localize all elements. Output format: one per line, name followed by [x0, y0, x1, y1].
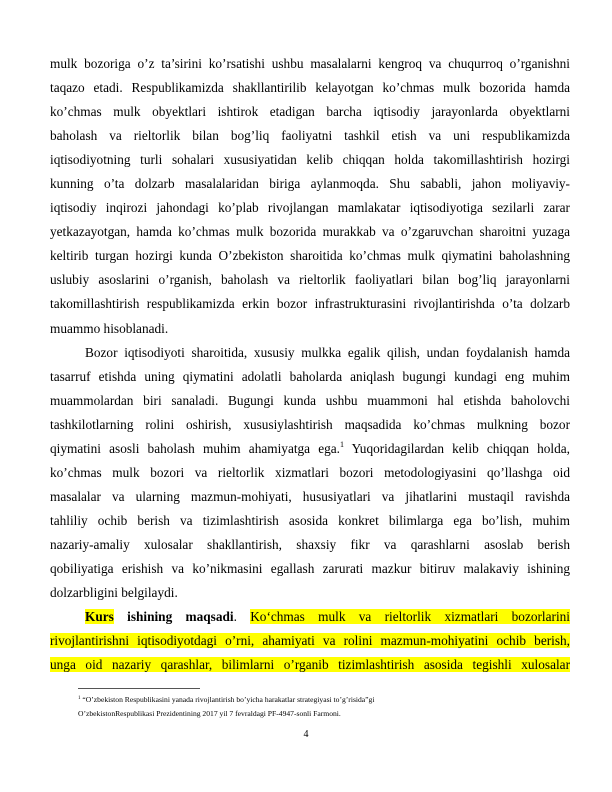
text-line: iqtisodiy inqirozi jahondagi ko’plab rivojlangan mamlakatar iqtisodiyotiga sezilarli zarar — [50, 200, 570, 216]
text-line: mulk bozoriga o’z ta’sirini ko’rsatishi ushbu masalalarni kengroq va chuqurroq o’rganishni — [50, 56, 570, 71]
text-segment: Yuqoridagilardan kelib chiqqan holda, — [344, 440, 570, 456]
text-segment: qiymatini asosli baholash muhim ahamiyatga ega. — [50, 440, 341, 456]
paragraph-1 — [50, 52, 570, 341]
text-line: keltirib turgan hozirgi kunda O’zbekiston sharoitida ko’chmas mulk qiymatini baholashning — [50, 248, 570, 264]
footnote-line — [78, 693, 558, 707]
text-line: iqtisodiyotning turli sohalari xususiyatidan kelib chiqqan holda takomillashtirish hozirgi — [50, 152, 570, 168]
highlighted-text: Ko‘chmas mulk va rieltorlik xizmatlari bozorlarini — [250, 609, 570, 625]
footnote-reference[interactable]: 1 — [340, 439, 345, 449]
text-line — [50, 653, 570, 677]
text-line: nazariy-amaliy xulosalar shakllantirish, shaxsiy fikr va qarashlarni asoslab berish — [50, 536, 570, 552]
text-segment: . — [233, 609, 251, 625]
heading-text: ishining maqsadi — [113, 609, 234, 625]
text-line: masalalar va ularning mazmun-mohiyati, hususiyatlari va jihatlarini mustaqil ravishda — [50, 488, 570, 504]
paragraph-3 — [50, 605, 570, 677]
text-line: ko’chmas mulk bozori va rieltorlik xizmatlari bozori metodologiyasini qo’llashga oid — [50, 464, 570, 480]
text-line: kunning o’ta dolzarb masalalaridan biriga aylanmoqda. Shu sababli, jahon moliyaviy- — [50, 176, 570, 192]
page-number: 4 — [303, 729, 309, 740]
text-line: baholash va rieltorlik bilan bog’liq faoliyatni tashkil etish va uni respublikamizda — [50, 128, 570, 144]
text-line — [50, 629, 570, 653]
text-line: yetkazayotgan, hamda ko’chmas mulk bozorida murakkab va o’zgaruvchan sharoitni yuzaga — [50, 224, 570, 240]
text-line: uslubiy asoslarini o’rganish, baholash va rieltorlik faoliyatlari bilan bog’liq jarayonlarni — [50, 272, 570, 288]
text-line: dolzarbligini belgilaydi. — [50, 585, 178, 601]
highlighted-text: unga oid nazariy qarashlar, bilimlarni o’rganib tizimlashtirish asosida tegishli xulosalar — [50, 657, 570, 673]
text-line: tashkilotlarning rolini oshirish, xususiylashtirish maqsadida ko’chmas mulkning bozor — [50, 416, 570, 432]
footnote-number: 1 — [78, 696, 81, 701]
text-line — [50, 605, 570, 629]
highlighted-heading: Kurs — [85, 609, 114, 625]
text-line: muammolardan biri sanaladi. Bugungi kunda ushbu muammoni hal etishda baholovchi — [50, 392, 570, 408]
highlighted-text: rivojlantirishni iqtisodiyotdagi o’rni, ahamiyati va rolini mazmun-mohiyatini ochib berish, — [50, 633, 570, 649]
footnote-separator — [78, 688, 200, 689]
footnote — [78, 693, 558, 720]
footnote-text: “O’zbekiston Respublikasini yanada rivojlantirish bo’yicha harakatlar strategiyasi to’g’risida”gi — [80, 695, 375, 704]
text-line — [50, 437, 570, 461]
text-line: muammo hisoblanadi. — [50, 320, 169, 336]
text-line: qobiliyatiga erishish va ko’nikmasini egallash zarurati mazkur bitiruv malakaviy ishining — [50, 560, 570, 576]
document-body — [50, 52, 570, 677]
paragraph-2 — [50, 341, 570, 606]
text-line: tahliliy ochib berish va tizimlashtirish asosida konkret bilimlarga ega bo’lish, muhim — [50, 512, 570, 528]
text-line: taqazo etadi. Respublikamizda shakllantirilib kelayotgan ko’chmas mulk bozorida hamda — [50, 80, 570, 96]
text-line: takomillashtirish respublikamizda erkin bozor infrastrukturasini rivojlantirishda o’ta dolzarb — [50, 296, 570, 312]
text-line: Bozor iqtisodiyoti sharoitida, xususiy mulkka egalik qilish, undan foydalanish hamda — [85, 344, 570, 360]
footnote-line: O’zbekistonRespublikasi Prezidentining 2017 yil 7 fevraldagi PF-4947-sonli Farmoni. — [78, 708, 341, 718]
text-line: ko’chmas mulk obyektlari ishtirok etadigan barcha iqtisodiy jarayonlarda obyektlarni — [50, 104, 570, 120]
text-line: tasarruf etishda uning qiymatini adolatli baholarda aniqlash bugungi kundagi eng muhim — [50, 368, 570, 384]
